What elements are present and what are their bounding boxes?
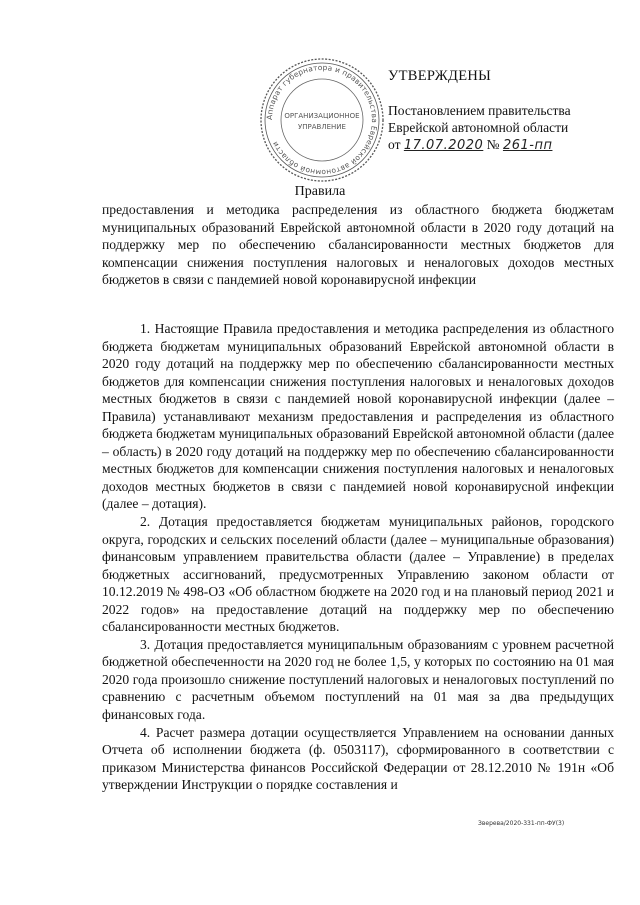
resolution-date-line xyxy=(388,136,620,155)
approved-heading: УТВЕРЖДЕНЫ xyxy=(388,68,492,84)
document-title: Правила xyxy=(294,184,346,199)
handwritten-number: 261-пп xyxy=(502,138,553,153)
svg-text:Аппарат губернатора и правител xyxy=(265,63,379,177)
document-body xyxy=(102,320,614,794)
date-prefix: от xyxy=(388,137,401,152)
seal-center-top: ОРГАНИЗАЦИОННОЕ xyxy=(284,112,360,120)
resolution-line-2: Еврейской автономной области xyxy=(388,120,569,135)
approval-block xyxy=(388,68,620,155)
paragraph-1: 1. Настоящие Правила предоставления и методика распределения из областного бюджета бюджетам муниципальных образований Еврейской автономной области в 2020 году дотаций на поддержку мер по обеспечению сбалансированности местных бюджетов для компенсации снижения поступления налоговых и неналоговых доходов местных бюджетов в связи с пандемией новой коронавирусной инфекции (далее – Правила) устанавливают механизм предоставления и распределения из областного бюджета бюджетам муниципальных образований Еврейской автономной области (далее – область) в 2020 году дотаций на поддержку мер по обеспечению сбалансированности местных бюджетов для компенсации снижения поступления налоговых и неналоговых доходов местных бюджетов в связи с пандемией новой коронавирусной инфекции (далее – дотация). xyxy=(102,321,614,512)
paragraph-3: 3. Дотация предоставляется муниципальным образованиям с уровнем расчетной бюджетной обеспеченности на 2020 год не более 1,5, у которых по состоянию на 01 мая 2020 года произошло снижение поступлений налоговых и неналоговых поступлений по сравнению с расчетным объемом поступлений на 01 мая за два предыдущих финансовых года. xyxy=(102,636,614,723)
number-sign: № xyxy=(486,137,500,152)
paragraph-2: 2. Дотация предоставляется бюджетам муниципальных районов, городского округа, городских и сельских поселений области (далее – муниципальные образования) финансовым управлением правительства области (далее – Управление) в пределах бюджетных ассигнований, предусмотренных Управлению законом области от 10.12.2019 № 498-ОЗ «Об областном бюджете на 2020 год и на плановый период 2021 и 2022 годов» на предоставление дотаций на поддержку мер по обеспечению сбалансированности местных бюджетов. xyxy=(102,514,614,635)
paragraph-4: 4. Расчет размера дотации осуществляется Управлением на основании данных Отчета об исполнении бюджета (ф. 0503117), сформированного в соответствии с приказом Министерства финансов Российской Федерации от 28.12.2010 № 191н «Об утверждении Инструкции о порядке составления и xyxy=(102,724,614,793)
footer-reference: Зверева/2020-331-пп-ФУ(3) xyxy=(478,820,565,827)
seal-ring-text: Аппарат губернатора и правительства Еврейской автономной области xyxy=(264,62,380,178)
seal-center-bottom: УПРАВЛЕНИЕ xyxy=(298,123,346,131)
resolution-line-1: Постановлением правительства xyxy=(388,103,571,118)
handwritten-date: 17.07.2020 xyxy=(403,138,484,153)
official-seal xyxy=(258,56,386,184)
document-subtitle: предоставления и методика распределения из областного бюджета бюджетам муниципальных образований Еврейской автономной области в 2020 году дотаций на поддержку мер по обеспечению сбалансированности местных бюджетов для компенсации снижения поступления налоговых и неналоговых доходов местных бюджетов в связи с пандемией новой коронавирусной инфекции xyxy=(102,202,614,288)
